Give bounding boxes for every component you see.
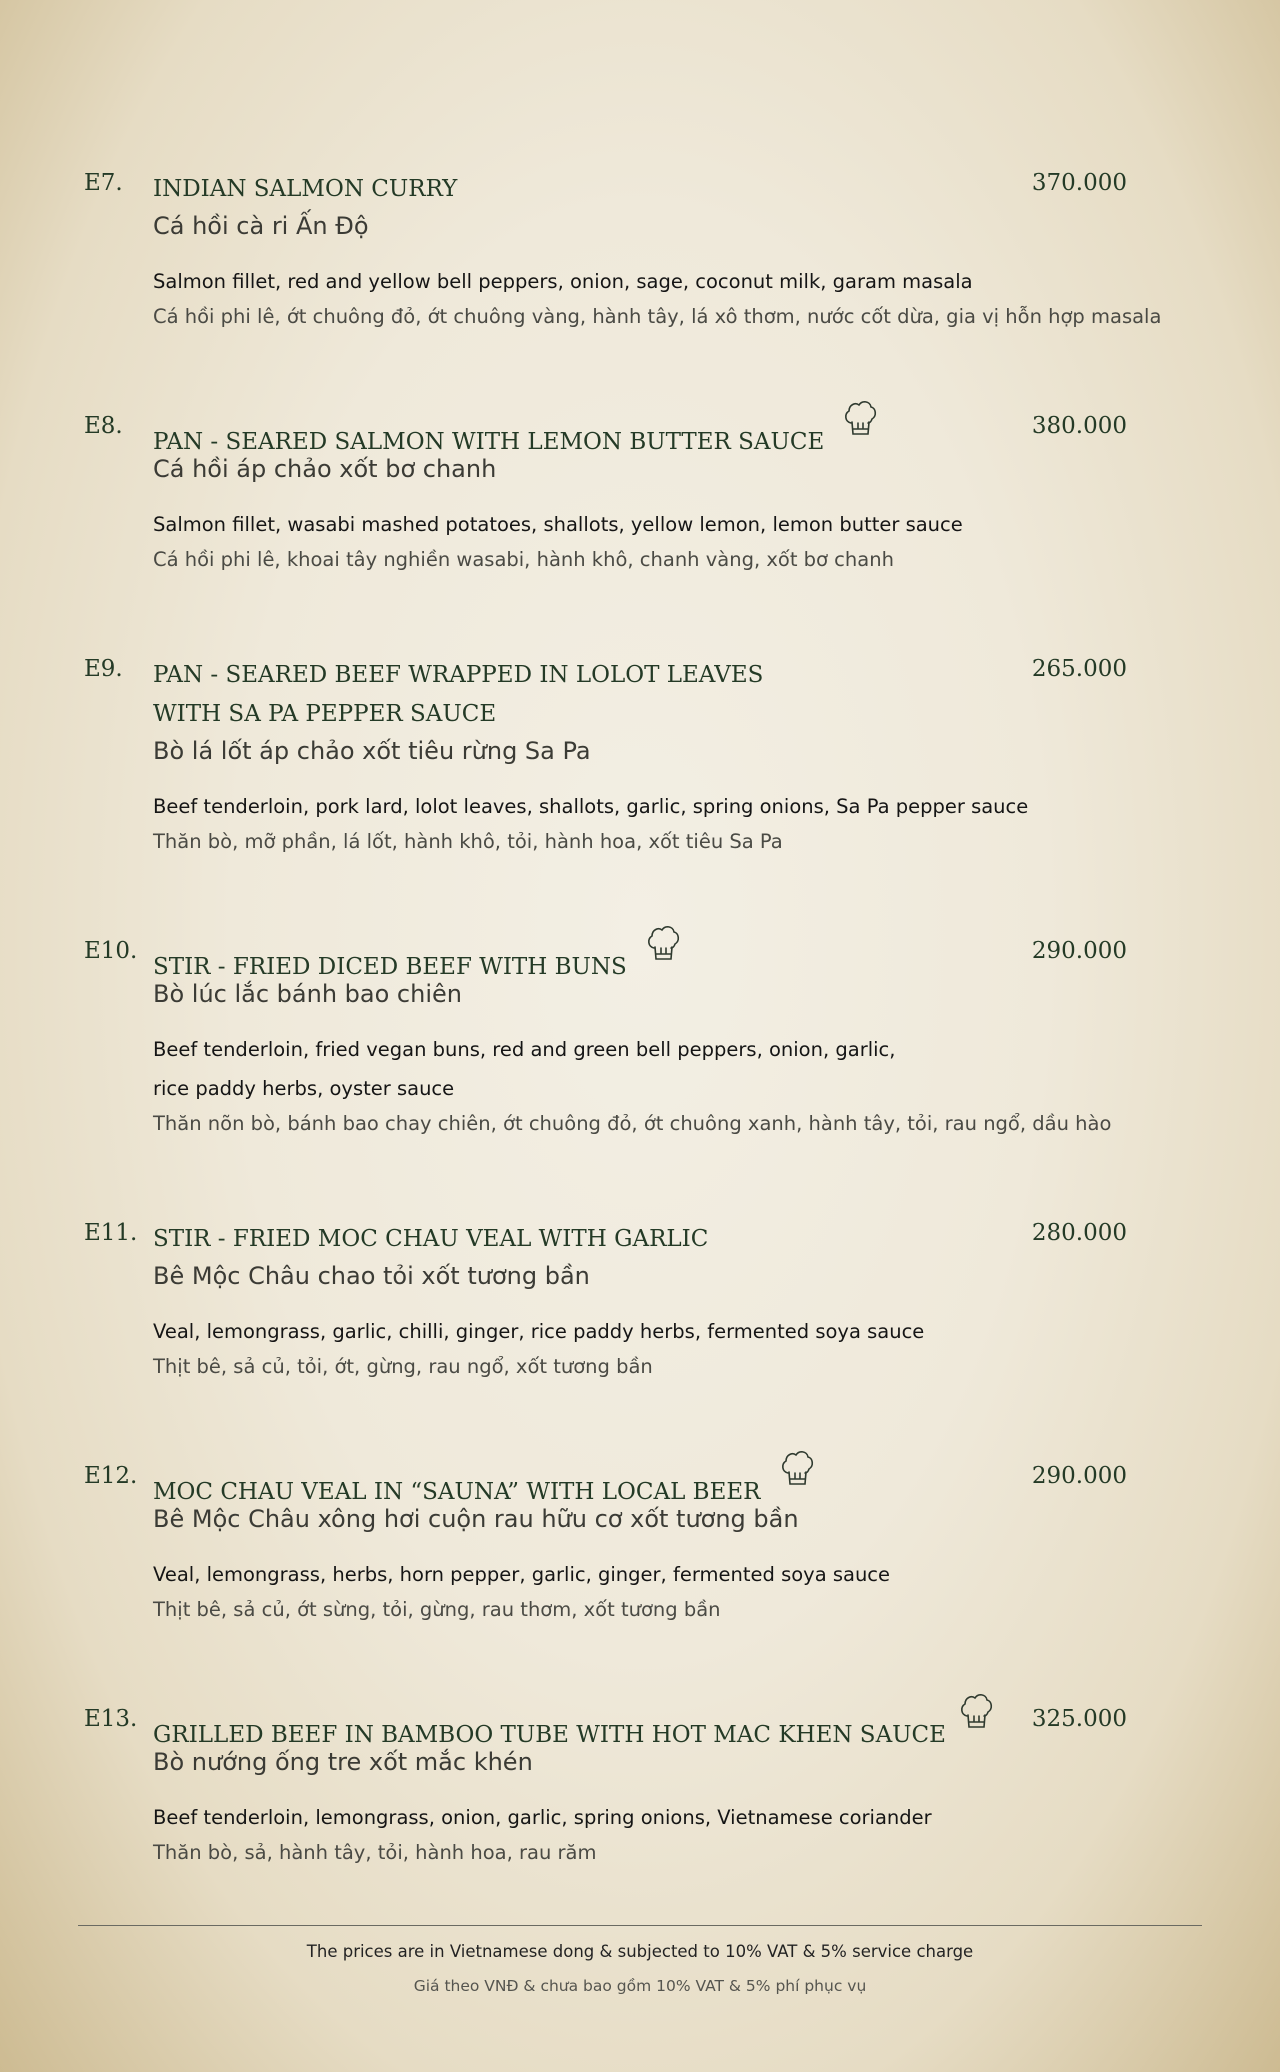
item-name [153, 170, 1033, 209]
desc-en-line: Beef tenderloin, pork lard, lolot leaves, shallots, garlic, spring onions, Sa Pa pepper sauce [153, 795, 1029, 818]
item-name-vi: Bê Mộc Châu chao tỏi xốt tương bần [153, 1262, 590, 1290]
desc-en-line: Veal, lemongrass, garlic, chilli, ginger, rice paddy herbs, fermented soya sauce [153, 1320, 925, 1343]
item-code: E10. [84, 938, 138, 964]
item-name-vi: Cá hồi cà ri Ấn Độ [153, 212, 369, 240]
item-name-line: STIR - FRIED DICED BEEF WITH BUNS [153, 954, 627, 980]
item-description-en [153, 1030, 895, 1108]
item-name-line: PAN - SEARED BEEF WRAPPED IN LOLOT LEAVES [153, 662, 764, 688]
item-code: E11. [84, 1220, 138, 1246]
chef-hat-icon [959, 1692, 993, 1734]
item-price: 265.000 [1031, 656, 1127, 682]
item-code: E8. [84, 413, 123, 439]
item-description-vi: Thăn bò, mỡ phần, lá lốt, hành khô, tỏi, hành hoa, xốt tiêu Sa Pa [153, 830, 783, 853]
item-name-line: PAN - SEARED SALMON WITH LEMON BUTTER SAUCE [153, 429, 825, 455]
item-name-vi: Bê Mộc Châu xông hơi cuộn rau hữu cơ xốt tương bần [153, 1505, 799, 1533]
item-description-en [153, 1798, 932, 1837]
item-description-en [153, 1312, 924, 1351]
item-description-en [153, 787, 1028, 826]
item-description-en [153, 262, 973, 301]
item-price: 380.000 [1031, 413, 1127, 439]
footer-note-en: The prices are in Vietnamese dong & subjected to 10% VAT & 5% service charge [306, 1942, 974, 1961]
desc-en-line: rice paddy herbs, oyster sauce [153, 1077, 455, 1100]
item-name-vi: Bò lá lốt áp chảo xốt tiêu rừng Sa Pa [153, 737, 591, 765]
desc-en-line: Beef tenderloin, lemongrass, onion, garlic, spring onions, Vietnamese coriander [153, 1806, 932, 1829]
item-description-vi: Thăn bò, sả, hành tây, tỏi, hành hoa, rau răm [153, 1841, 597, 1864]
item-description-vi: Thăn nõn bò, bánh bao chay chiên, ớt chuông đỏ, ớt chuông xanh, hành tây, tỏi, rau ngổ, dầu hào [153, 1112, 1112, 1135]
desc-en-line: Veal, lemongrass, herbs, horn pepper, garlic, ginger, fermented soya sauce [153, 1563, 891, 1586]
desc-en-line: Beef tenderloin, fried vegan buns, red and green bell peppers, onion, garlic, [153, 1038, 896, 1061]
item-description-vi: Thịt bê, sả củ, ớt sừng, tỏi, gừng, rau thơm, xốt tương bần [153, 1598, 721, 1621]
item-name-line: STIR - FRIED MOC CHAU VEAL WITH GARLIC [153, 1226, 709, 1252]
item-price: 290.000 [1031, 938, 1127, 964]
item-code: E7. [84, 170, 123, 196]
footer-divider [78, 1925, 1202, 1926]
item-price: 280.000 [1031, 1220, 1127, 1246]
item-name-line: GRILLED BEEF IN BAMBOO TUBE WITH HOT MAC KHEN SAUCE [153, 1722, 946, 1748]
item-name [153, 656, 1033, 734]
item-description-vi: Thịt bê, sả củ, tỏi, ớt, gừng, rau ngổ, xốt tương bần [153, 1355, 653, 1378]
item-code: E13. [84, 1706, 138, 1732]
item-name-line: WITH SA PA PEPPER SAUCE [153, 701, 497, 727]
item-code: E9. [84, 656, 123, 682]
item-description-en [153, 505, 963, 544]
item-name [153, 1220, 1033, 1259]
chef-hat-icon [843, 399, 877, 441]
item-description-vi: Cá hồi phi lê, ớt chuông đỏ, ớt chuông vàng, hành tây, lá xô thơm, nước cốt dừa, gia vị hỗn hợp masala [153, 305, 1162, 328]
item-price: 370.000 [1031, 170, 1127, 196]
chef-hat-icon [646, 924, 680, 966]
item-price: 325.000 [1031, 1706, 1127, 1732]
item-description-vi: Cá hồi phi lê, khoai tây nghiền wasabi, hành khô, chanh vàng, xốt bơ chanh [153, 548, 894, 571]
item-price: 290.000 [1031, 1463, 1127, 1489]
item-name-vi: Bò nướng ống tre xốt mắc khén [153, 1748, 533, 1776]
chef-hat-icon [780, 1449, 814, 1491]
desc-en-line: Salmon fillet, red and yellow bell peppers, onion, sage, coconut milk, garam masala [153, 270, 973, 293]
footer-note-vi: Giá theo VNĐ & chưa bao gồm 10% VAT & 5% phí phục vụ [413, 1977, 867, 1995]
desc-en-line: Salmon fillet, wasabi mashed potatoes, shallots, yellow lemon, lemon butter sauce [153, 513, 963, 536]
item-name-vi: Bò lúc lắc bánh bao chiên [153, 980, 462, 1008]
item-name-line: INDIAN SALMON CURRY [153, 176, 458, 202]
item-name-vi: Cá hồi áp chảo xốt bơ chanh [153, 455, 497, 483]
item-description-en [153, 1555, 890, 1594]
item-name-line: MOC CHAU VEAL IN “SAUNA” WITH LOCAL BEER [153, 1479, 761, 1505]
item-code: E12. [84, 1463, 138, 1489]
